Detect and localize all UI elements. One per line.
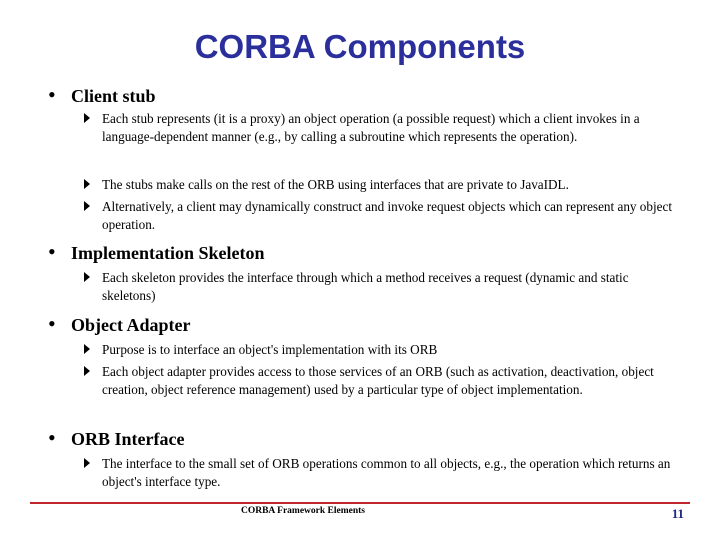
- section-heading-client-stub: Client stub: [71, 86, 156, 106]
- sub-item: The interface to the small set of ORB operations common to all objects, e.g., the operation which returns an object's interface type.: [102, 456, 671, 489]
- section-heading-implementation-skeleton: Implementation Skeleton: [71, 243, 265, 263]
- bullet-icon: •: [48, 311, 56, 336]
- footer-divider: [30, 502, 690, 504]
- bullet-icon: •: [48, 82, 56, 107]
- section-heading-object-adapter: Object Adapter: [71, 315, 191, 335]
- arrow-bullet-icon: [84, 366, 90, 376]
- sub-item: Each skeleton provides the interface through which a method receives a request (dynamic and static skeletons): [102, 270, 629, 303]
- slide-title: CORBA Components: [194, 28, 526, 65]
- sub-item: The stubs make calls on the rest of the ORB using interfaces that are private to JavaIDL.: [102, 177, 569, 192]
- arrow-bullet-icon: [84, 344, 90, 354]
- bullet-icon: •: [48, 239, 56, 264]
- arrow-bullet-icon: [84, 272, 90, 282]
- section-heading-orb-interface: ORB Interface: [71, 429, 185, 449]
- bullet-icon: •: [48, 425, 56, 450]
- page-number: 11: [671, 506, 684, 521]
- sub-item: Each object adapter provides access to those services of an ORB (such as activation, deactivation, object creation, object reference management) used by a particular type of object implementation.: [102, 364, 654, 397]
- sub-item: Alternatively, a client may dynamically construct and invoke request objects which can represent any object operation.: [102, 199, 673, 232]
- sub-item: Purpose is to interface an object's implementation with its ORB: [102, 342, 438, 357]
- arrow-bullet-icon: [84, 458, 90, 468]
- arrow-bullet-icon: [84, 113, 90, 123]
- sub-item: Each stub represents (it is a proxy) an object operation (a possible request) which a client invokes in a language-dependent manner (e.g., by calling a subroutine which represents the operation).: [102, 111, 640, 144]
- arrow-bullet-icon: [84, 179, 90, 189]
- arrow-bullet-icon: [84, 201, 90, 211]
- footer-text: CORBA Framework Elements: [240, 506, 365, 516]
